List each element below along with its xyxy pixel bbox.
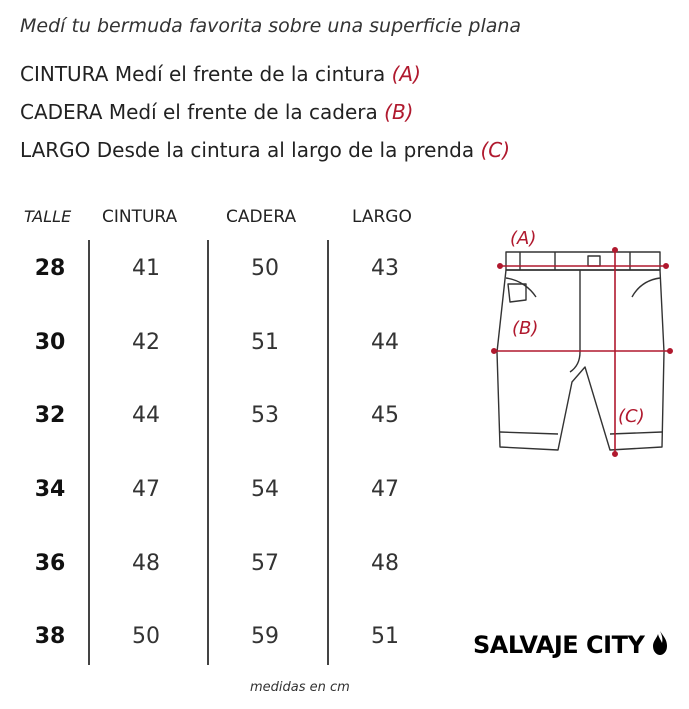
belt-loops [520,252,630,270]
header-cadera: CADERA [226,207,297,227]
instruction-term: CINTURA [20,62,109,86]
flame-icon [652,630,668,656]
brand-logo [473,630,668,659]
column-divider [88,240,90,665]
label-a: (A) [510,228,537,249]
largo-cell: 48 [371,551,399,576]
cadera-cell: 57 [251,551,279,576]
fly-seam [570,270,580,372]
header-cintura: CINTURA [102,207,178,227]
cintura-cell: 47 [132,477,160,502]
measure-dot [492,349,496,353]
instruction-text: Medí el frente de la cintura [114,62,386,86]
largo-cell: 45 [371,403,399,428]
left-pocket [506,278,536,297]
instruction-text: Medí el frente de la cadera [108,100,378,124]
right-pocket [632,278,660,297]
instruction-ref: (C) [480,138,511,162]
instruction-cintura [20,62,421,86]
header-largo: LARGO [352,207,412,227]
size-cell: 32 [34,403,66,428]
instruction-largo [20,138,510,162]
instruction-ref: (A) [391,62,421,86]
label-c: (C) [618,406,645,427]
size-cell: 36 [34,551,66,576]
largo-cell: 43 [371,256,399,281]
intro-text: Medí tu bermuda favorita sobre una superficie plana [20,15,522,37]
size-cell: 30 [34,330,66,355]
label-b: (B) [512,318,539,339]
cadera-cell: 51 [251,330,279,355]
largo-cell: 44 [371,330,399,355]
instruction-ref: (B) [384,100,414,124]
hem-line [500,432,662,434]
header-talle: TALLE [24,207,72,226]
waistband-outline [506,252,660,270]
instruction-term: LARGO [20,138,91,162]
instruction-cadera [20,100,413,124]
measure-dot [664,264,668,268]
column-divider [207,240,209,665]
footnote: medidas en cm [250,680,350,695]
size-cell: 28 [34,256,66,281]
cadera-cell: 50 [251,256,279,281]
cadera-cell: 53 [251,403,279,428]
instruction-term: CADERA [20,100,103,124]
largo-cell: 51 [371,624,399,649]
measure-dot [613,248,617,252]
cintura-cell: 44 [132,403,160,428]
measure-dot [498,264,502,268]
cintura-cell: 48 [132,551,160,576]
shorts-diagram [480,222,675,462]
cadera-cell: 59 [251,624,279,649]
measure-dot [613,452,617,456]
instruction-text: Desde la cintura al largo de la prenda [96,138,475,162]
coin-pocket [508,284,526,302]
cintura-cell: 41 [132,256,160,281]
largo-cell: 47 [371,477,399,502]
cintura-cell: 50 [132,624,160,649]
cadera-cell: 54 [251,477,279,502]
cintura-cell: 42 [132,330,160,355]
measure-dot [668,349,672,353]
column-divider [327,240,329,665]
size-cell: 34 [34,477,66,502]
brand-name: SALVAJE CITY [473,631,645,659]
button [588,256,600,266]
size-cell: 38 [34,624,66,649]
